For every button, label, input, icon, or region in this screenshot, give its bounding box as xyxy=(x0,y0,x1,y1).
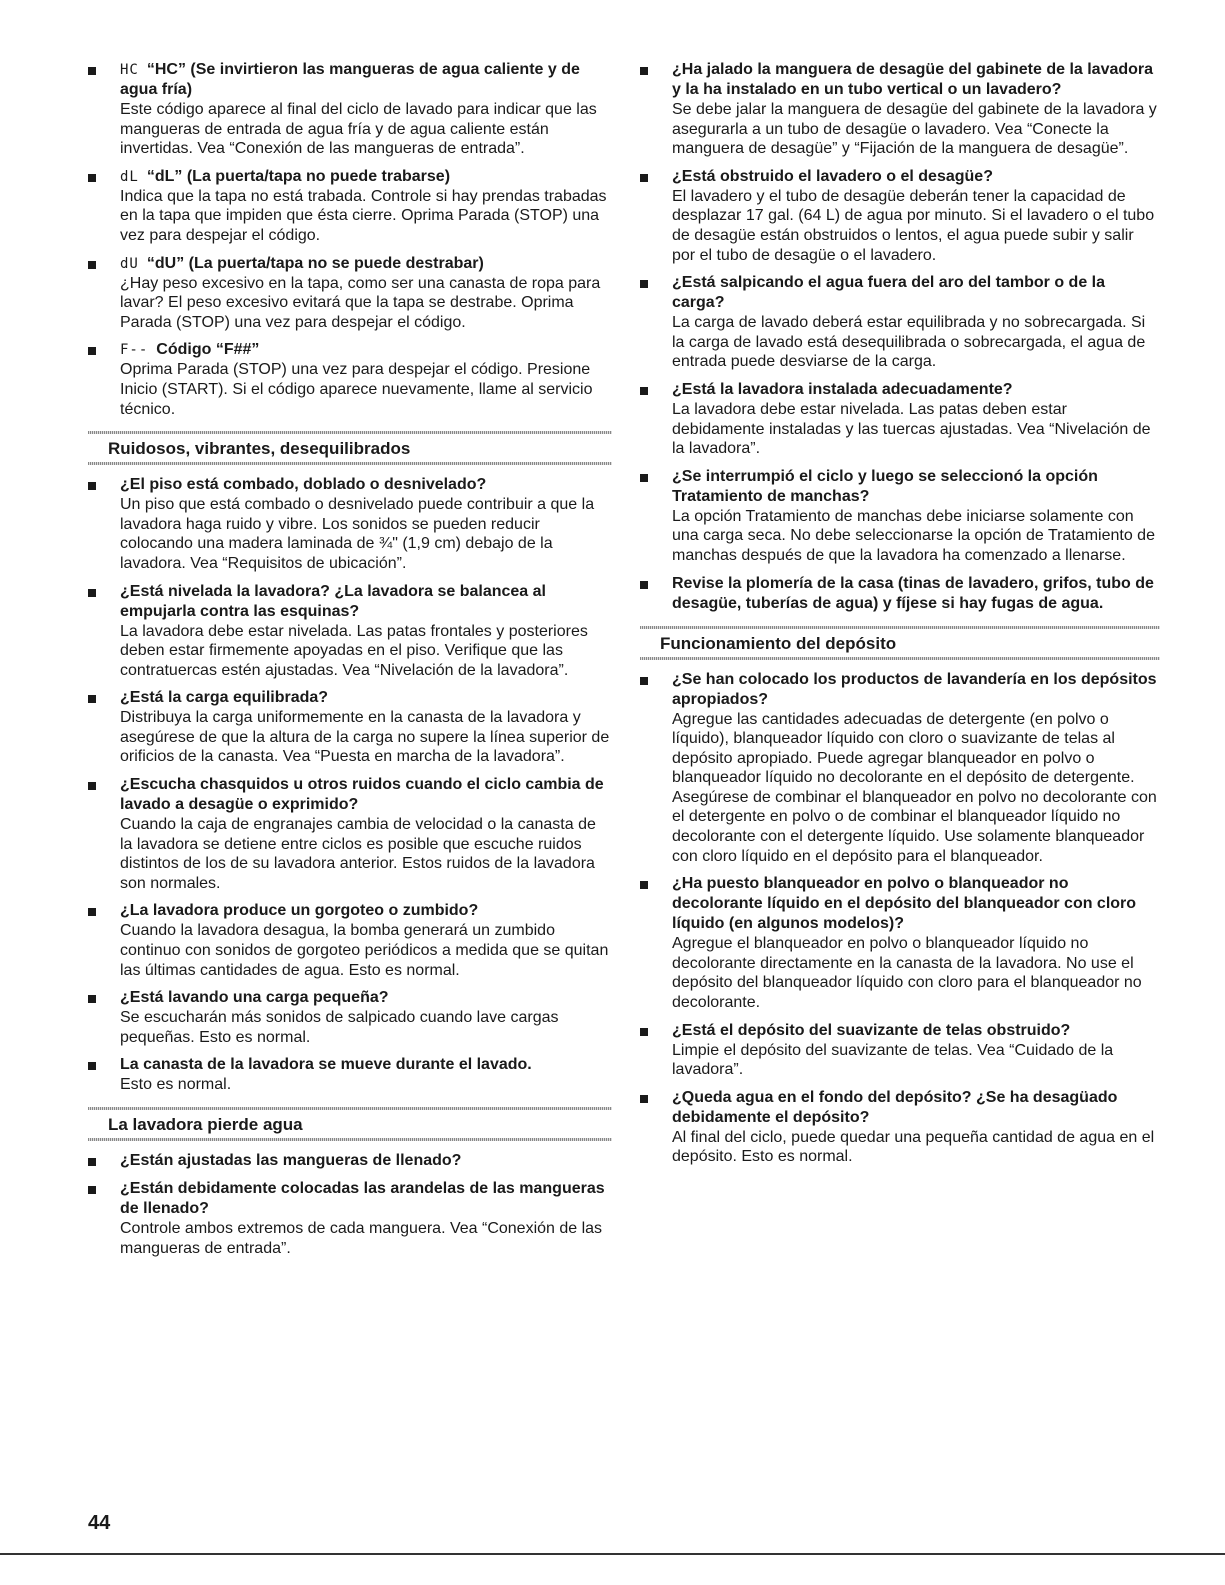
divider xyxy=(640,657,1160,660)
bullet-icon xyxy=(88,347,96,355)
bullet-icon xyxy=(640,677,648,685)
item-title: ¿Está la lavadora instalada adecuadamente? xyxy=(672,380,1013,398)
list-item xyxy=(640,380,1160,459)
list-item xyxy=(88,901,612,980)
list-item xyxy=(88,1055,612,1095)
item-body: Se escucharán más sonidos de salpicado cuando lave cargas pequeñas. Esto es normal. xyxy=(120,1009,559,1046)
item-body: La lavadora debe estar nivelada. Las patas frontales y posteriores deben estar firmemente apoyadas en el piso. Verifique que las contratuercas estén ajustadas. Vea “Nivelación de la lavadora”. xyxy=(120,622,588,679)
list-item xyxy=(88,167,612,246)
item-title: ¿Está nivelada la lavadora? ¿La lavadora se balancea al empujarla contra las esquinas? xyxy=(120,582,546,620)
bullet-icon xyxy=(640,474,648,482)
item-body: Cuando la caja de engranajes cambia de velocidad o la canasta de la lavadora se detiene entre ciclos es posible que escuche ruidos distintos de los de su lavadora anterior. Estos ruidos de la lavadora son normales. xyxy=(120,816,596,892)
item-body: Se debe jalar la manguera de desagüe del gabinete de la lavadora y asegurarla a un tubo de desagüe o lavadero. Vea “Conecte la manguera de desagüe” y “Fijación de la manguera de desagüe”. xyxy=(672,101,1157,158)
list-item xyxy=(88,1151,612,1171)
item-title: ¿Ha jalado la manguera de desagüe del gabinete de la lavadora y la ha instalado en un tubo vertical o un lavadero? xyxy=(672,61,1154,98)
list-item xyxy=(88,688,612,767)
item-body: Agregue las cantidades adecuadas de detergente (en polvo o líquido), blanqueador líquido con cloro o suavizante de telas al depósito apropiado. Puede agregar blanqueador en polvo o blanqueador líquido no decolorante en el depósito de detergente. Asegúrese de combinar el blanqueador en polvo no decolorante con el detergente en polvo o de combinar el blanqueador líquido no decolorante con el detergente líquido. Use solamente blanqueador con cloro líquido en el depósito para el blanqueador. xyxy=(672,710,1157,865)
item-title: ¿Está salpicando el agua fuera del aro del tambor o de la carga? xyxy=(672,274,1106,312)
bullet-icon xyxy=(640,280,648,288)
item-title: Revise la plomería de la casa (tinas de lavadero, grifos, tubo de desagüe, tuberías de agua) y fíjese si hay fugas de agua. xyxy=(672,574,1154,612)
bullet-icon xyxy=(640,1028,648,1036)
display-code: HC xyxy=(120,62,139,78)
list-item xyxy=(640,1021,1160,1080)
bullet-icon xyxy=(640,67,648,75)
list-item xyxy=(88,1179,612,1258)
bullet-icon xyxy=(88,782,96,790)
bullet-icon xyxy=(88,174,96,182)
section-heading: La lavadora pierde agua xyxy=(108,1115,303,1134)
list-item xyxy=(88,988,612,1047)
item-body: Controle ambos extremos de cada manguera. Vea “Conexión de las mangueras de entrada”. xyxy=(120,1220,603,1257)
bullet-icon xyxy=(88,1158,96,1166)
list-item xyxy=(640,670,1160,867)
item-body: Oprima Parada (STOP) una vez para despejar el código. Presione Inicio (START). Si el código aparece nuevamente, llame al servicio técnico. xyxy=(120,361,593,418)
divider xyxy=(88,1138,612,1141)
item-title: ¿Queda agua en el fondo del depósito? ¿Se ha desagüado debidamente el depósito? xyxy=(672,1088,1118,1126)
item-title: ¿Está la carga equilibrada? xyxy=(120,689,329,707)
display-code: dU xyxy=(120,255,139,272)
item-title: ¿Escucha chasquidos u otros ruidos cuando el ciclo cambia de lavado a desagüe o exprimido? xyxy=(120,776,604,814)
bullet-icon xyxy=(88,589,96,597)
item-title: F-- Código “F##” xyxy=(120,341,260,359)
item-body: Indica que la tapa no está trabada. Controle si hay prendas trabadas en la tapa que impiden que ésta cierre. Oprima Parada (STOP) una vez para despejar el código. xyxy=(120,187,607,244)
item-title: ¿Están ajustadas las mangueras de llenado? xyxy=(120,1152,462,1169)
item-body: ¿Hay peso excesivo en la tapa, como ser una canasta de ropa para lavar? El peso excesivo evitará que la tapa se destrabe. Oprima Parada (STOP) una vez para despejar el código. xyxy=(120,274,601,331)
divider xyxy=(88,462,612,465)
bullet-icon xyxy=(88,482,96,490)
display-code: F-- xyxy=(120,342,149,359)
section-noisy xyxy=(88,431,612,465)
bullet-icon xyxy=(88,67,96,75)
bullet-icon xyxy=(640,581,648,589)
bullet-icon xyxy=(88,695,96,703)
item-title: HC “HC” (Se invirtieron las mangueras de agua caliente y de agua fría) xyxy=(120,61,580,98)
item-title: ¿Se interrumpió el ciclo y luego se seleccionó la opción Tratamiento de manchas? xyxy=(672,467,1098,505)
item-title: ¿Ha puesto blanqueador en polvo o blanqueador no decolorante líquido en el depósito del blanqueador con cloro líquido (en algunos modelos)? xyxy=(672,875,1137,933)
list-item xyxy=(640,273,1160,372)
item-body: Este código aparece al final del ciclo de lavado para indicar que las mangueras de entrada de agua fría y de agua caliente están invertidas. Vea “Conexión de las mangueras de entrada”. xyxy=(120,101,597,158)
list-item xyxy=(640,467,1160,566)
item-title: ¿Está el depósito del suavizante de telas obstruido? xyxy=(672,1021,1071,1039)
item-body: La carga de lavado deberá estar equilibrada y no sobrecargada. Si la carga de lavado está desequilibrada o sobrecargada, el agua de entrada puede desviarse de la carga. xyxy=(672,314,1146,371)
item-body: Cuando la lavadora desagua, la bomba generará un zumbido continuo con sonidos de gorgoteo periódicos a medida que se quitan las últimas cantidades de agua. Esto es normal. xyxy=(120,922,609,979)
bullet-icon xyxy=(640,1095,648,1103)
list-item xyxy=(640,167,1160,265)
divider xyxy=(0,1553,1225,1555)
item-body: Distribuya la carga uniformemente en la canasta de la lavadora y asegúrese de que la altura de la carga no supere la línea superior de orificios de la canasta. Vea “Puesta en marcha de la lavadora”. xyxy=(120,709,610,766)
bullet-icon xyxy=(88,1062,96,1070)
item-body: La opción Tratamiento de manchas debe iniciarse solamente con una carga seca. No debe seleccionarse la opción de Tratamiento de manchas después de que la lavadora ha comenzado a llenarse. xyxy=(672,507,1155,564)
list-item xyxy=(88,340,612,419)
list-item xyxy=(88,582,612,681)
item-body: Esto es normal. xyxy=(120,1076,232,1094)
item-body: Agregue el blanqueador en polvo o blanqueador líquido no decolorante directamente en la canasta de la lavadora. No use el depósito del blanqueador líquido con cloro para el blanqueador no decolorante. xyxy=(672,935,1142,1012)
item-title: ¿El piso está combado, doblado o desnivelado? xyxy=(120,476,487,494)
item-body: El lavadero y el tubo de desagüe deberán tener la capacidad de desplazar 17 gal. (64 L) de agua por minuto. Si el lavadero o el tubo de desagüe están obstruidos o lentos, el agua puede subir y salir por el tubo de desagüe o el lavadero. xyxy=(672,187,1155,264)
bullet-icon xyxy=(640,174,648,182)
list-item xyxy=(88,254,612,333)
item-body: Al final del ciclo, puede quedar una pequeña cantidad de agua en el depósito. Esto es normal. xyxy=(672,1128,1155,1166)
bullet-icon xyxy=(88,908,96,916)
bullet-icon xyxy=(640,387,648,395)
list-item xyxy=(640,574,1160,614)
section-heading: Funcionamiento del depósito xyxy=(660,633,897,653)
item-title: ¿Están debidamente colocadas las arandelas de las mangueras de llenado? xyxy=(120,1180,605,1217)
section-leaks xyxy=(88,1107,612,1141)
item-title: dL “dL” (La puerta/tapa no puede trabarse) xyxy=(120,167,451,185)
section-dispenser xyxy=(640,626,1160,660)
item-body: Limpie el depósito del suavizante de telas. Vea “Cuidado de la lavadora”. xyxy=(672,1041,1114,1079)
section-heading: Ruidosos, vibrantes, desequilibrados xyxy=(108,439,411,459)
item-title: ¿Se han colocado los productos de lavandería en los depósitos apropiados? xyxy=(672,670,1157,708)
right-column xyxy=(640,60,1160,1175)
list-item xyxy=(88,775,612,893)
list-item xyxy=(88,475,612,573)
left-column xyxy=(88,60,612,1266)
bullet-icon xyxy=(640,881,648,889)
bullet-icon xyxy=(88,261,96,269)
list-item xyxy=(640,60,1160,159)
item-title: La canasta de la lavadora se mueve durante el lavado. xyxy=(120,1056,532,1074)
item-title: ¿La lavadora produce un gorgoteo o zumbido? xyxy=(120,902,479,920)
bullet-icon xyxy=(88,1186,96,1194)
page-number: 44 xyxy=(88,1512,111,1534)
item-body: Un piso que está combado o desnivelado puede contribuir a que la lavadora haga ruido y vibre. Los sonidos se pueden reducir colocando una madera laminada de ¾" (1,9 cm) debajo de la lavadora. Vea “Requisitos de ubicación”. xyxy=(120,496,595,572)
item-title: ¿Está obstruido el lavadero o el desagüe? xyxy=(672,167,993,185)
item-title: dU “dU” (La puerta/tapa no se puede destrabar) xyxy=(120,254,484,272)
bullet-icon xyxy=(88,995,96,1003)
item-body: La lavadora debe estar nivelada. Las patas deben estar debidamente instaladas y las tuercas ajustadas. Vea “Nivelación de la lavadora”. xyxy=(672,400,1151,458)
list-item xyxy=(88,60,612,159)
item-title: ¿Está lavando una carga pequeña? xyxy=(120,989,389,1007)
list-item xyxy=(640,874,1160,1012)
list-item xyxy=(640,1088,1160,1167)
display-code: dL xyxy=(120,168,139,185)
